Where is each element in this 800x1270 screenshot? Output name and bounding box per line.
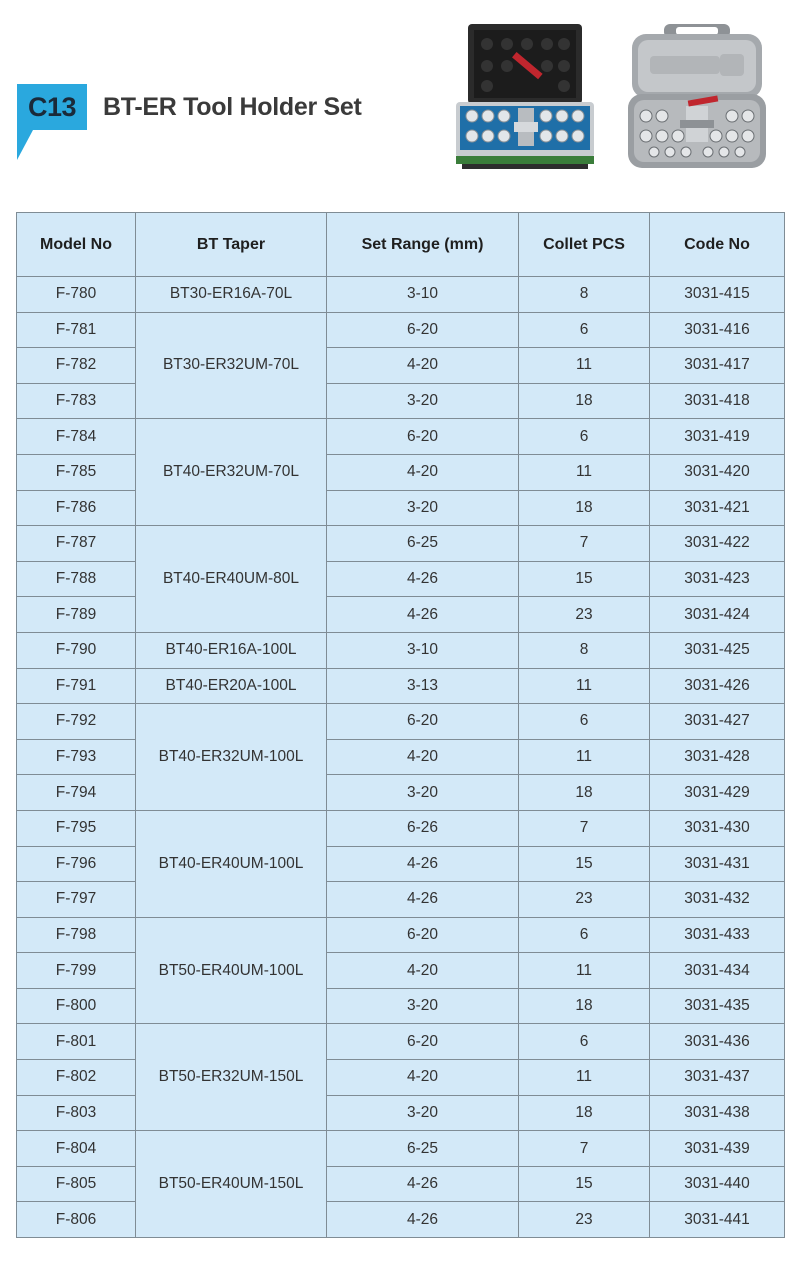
- collet-pcs-cell: 15: [519, 1166, 650, 1202]
- model-no-cell: F-806: [17, 1202, 136, 1238]
- collet-pcs-cell: 11: [519, 348, 650, 384]
- model-no-cell: F-788: [17, 561, 136, 597]
- table-row: [17, 953, 785, 989]
- plastic-case-photo: [624, 24, 770, 174]
- header-code-no: Code No: [650, 213, 785, 277]
- set-range-cell: 3-10: [327, 277, 519, 313]
- model-no-cell: F-802: [17, 1060, 136, 1096]
- collet-pcs-cell: 18: [519, 988, 650, 1024]
- model-no-cell: F-782: [17, 348, 136, 384]
- bt-taper-cell: BT50-ER40UM-100L: [136, 917, 327, 1024]
- code-no-cell: 3031-415: [650, 277, 785, 313]
- table-row: [17, 1060, 785, 1096]
- set-range-cell: 6-26: [327, 810, 519, 846]
- model-no-cell: F-783: [17, 383, 136, 419]
- code-no-cell: 3031-439: [650, 1131, 785, 1167]
- set-range-cell: 6-25: [327, 526, 519, 562]
- aluminum-case-photo: [452, 24, 598, 174]
- code-no-cell: 3031-425: [650, 632, 785, 668]
- model-no-cell: F-791: [17, 668, 136, 704]
- collet-pcs-cell: 18: [519, 775, 650, 811]
- set-range-cell: 4-26: [327, 882, 519, 918]
- set-range-cell: 4-26: [327, 561, 519, 597]
- code-no-cell: 3031-421: [650, 490, 785, 526]
- set-range-cell: 3-20: [327, 988, 519, 1024]
- code-no-cell: 3031-430: [650, 810, 785, 846]
- table-row: [17, 704, 785, 740]
- page-title: BT-ER Tool Holder Set: [103, 93, 362, 121]
- model-no-cell: F-799: [17, 953, 136, 989]
- set-range-cell: 6-20: [327, 312, 519, 348]
- collet-pcs-cell: 7: [519, 526, 650, 562]
- table-row: [17, 917, 785, 953]
- collet-pcs-cell: 11: [519, 953, 650, 989]
- model-no-cell: F-785: [17, 454, 136, 490]
- set-range-cell: 3-20: [327, 775, 519, 811]
- table-row: [17, 988, 785, 1024]
- bt-taper-cell: BT40-ER40UM-100L: [136, 810, 327, 917]
- model-no-cell: F-795: [17, 810, 136, 846]
- bt-taper-cell: BT40-ER16A-100L: [136, 632, 327, 668]
- bt-taper-cell: BT40-ER32UM-70L: [136, 419, 327, 526]
- section-badge-tail: [17, 130, 33, 160]
- code-no-cell: 3031-417: [650, 348, 785, 384]
- set-range-cell: 3-13: [327, 668, 519, 704]
- set-range-cell: 4-20: [327, 739, 519, 775]
- code-no-cell: 3031-434: [650, 953, 785, 989]
- code-no-cell: 3031-428: [650, 739, 785, 775]
- collet-pcs-cell: 11: [519, 739, 650, 775]
- set-range-cell: 4-20: [327, 348, 519, 384]
- model-no-cell: F-800: [17, 988, 136, 1024]
- bt-taper-cell: BT30-ER32UM-70L: [136, 312, 327, 419]
- model-no-cell: F-790: [17, 632, 136, 668]
- code-no-cell: 3031-424: [650, 597, 785, 633]
- collet-pcs-cell: 23: [519, 882, 650, 918]
- set-range-cell: 3-20: [327, 1095, 519, 1131]
- bt-taper-cell: BT40-ER40UM-80L: [136, 526, 327, 633]
- bt-taper-cell: BT40-ER20A-100L: [136, 668, 327, 704]
- set-range-cell: 3-10: [327, 632, 519, 668]
- table-row: [17, 1024, 785, 1060]
- collet-pcs-cell: 6: [519, 917, 650, 953]
- code-no-cell: 3031-422: [650, 526, 785, 562]
- table-row: [17, 419, 785, 455]
- table-row: [17, 739, 785, 775]
- collet-pcs-cell: 6: [519, 1024, 650, 1060]
- set-range-cell: 4-26: [327, 1202, 519, 1238]
- collet-pcs-cell: 18: [519, 383, 650, 419]
- code-no-cell: 3031-426: [650, 668, 785, 704]
- set-range-cell: 3-20: [327, 383, 519, 419]
- header-bt-taper: BT Taper: [136, 213, 327, 277]
- collet-pcs-cell: 7: [519, 810, 650, 846]
- model-no-cell: F-792: [17, 704, 136, 740]
- collet-pcs-cell: 23: [519, 1202, 650, 1238]
- collet-pcs-cell: 6: [519, 704, 650, 740]
- header-model-no: Model No: [17, 213, 136, 277]
- table-row: [17, 277, 785, 313]
- model-no-cell: F-803: [17, 1095, 136, 1131]
- model-no-cell: F-797: [17, 882, 136, 918]
- model-no-cell: F-789: [17, 597, 136, 633]
- collet-pcs-cell: 15: [519, 561, 650, 597]
- bt-taper-cell: BT30-ER16A-70L: [136, 277, 327, 313]
- set-range-cell: 4-26: [327, 846, 519, 882]
- collet-pcs-cell: 6: [519, 419, 650, 455]
- code-no-cell: 3031-431: [650, 846, 785, 882]
- bt-taper-cell: BT50-ER40UM-150L: [136, 1131, 327, 1238]
- table-row: [17, 454, 785, 490]
- table-row: [17, 1166, 785, 1202]
- model-no-cell: F-796: [17, 846, 136, 882]
- code-no-cell: 3031-436: [650, 1024, 785, 1060]
- model-no-cell: F-793: [17, 739, 136, 775]
- table-row: [17, 526, 785, 562]
- set-range-cell: 6-20: [327, 917, 519, 953]
- set-range-cell: 6-20: [327, 1024, 519, 1060]
- table-row: [17, 668, 785, 704]
- header-collet-pcs: Collet PCS: [519, 213, 650, 277]
- collet-pcs-cell: 8: [519, 632, 650, 668]
- code-no-cell: 3031-433: [650, 917, 785, 953]
- code-no-cell: 3031-438: [650, 1095, 785, 1131]
- code-no-cell: 3031-423: [650, 561, 785, 597]
- table-row: [17, 1095, 785, 1131]
- code-no-cell: 3031-420: [650, 454, 785, 490]
- set-range-cell: 6-20: [327, 704, 519, 740]
- table-header-row: [17, 213, 785, 277]
- table-row: [17, 561, 785, 597]
- collet-pcs-cell: 7: [519, 1131, 650, 1167]
- set-range-cell: 4-26: [327, 597, 519, 633]
- collet-pcs-cell: 11: [519, 454, 650, 490]
- model-no-cell: F-787: [17, 526, 136, 562]
- collet-pcs-cell: 15: [519, 846, 650, 882]
- model-no-cell: F-801: [17, 1024, 136, 1060]
- model-no-cell: F-781: [17, 312, 136, 348]
- table-row: [17, 348, 785, 384]
- code-no-cell: 3031-440: [650, 1166, 785, 1202]
- table-row: [17, 775, 785, 811]
- model-no-cell: F-786: [17, 490, 136, 526]
- bt-taper-cell: BT40-ER32UM-100L: [136, 704, 327, 811]
- model-no-cell: F-784: [17, 419, 136, 455]
- set-range-cell: 4-20: [327, 454, 519, 490]
- table-row: [17, 1202, 785, 1238]
- bt-taper-cell: BT50-ER32UM-150L: [136, 1024, 327, 1131]
- collet-pcs-cell: 11: [519, 668, 650, 704]
- collet-pcs-cell: 11: [519, 1060, 650, 1096]
- code-no-cell: 3031-416: [650, 312, 785, 348]
- model-no-cell: F-780: [17, 277, 136, 313]
- table-row: [17, 490, 785, 526]
- model-no-cell: F-804: [17, 1131, 136, 1167]
- table-body: [17, 277, 785, 1238]
- collet-pcs-cell: 18: [519, 1095, 650, 1131]
- table-row: [17, 312, 785, 348]
- set-range-cell: 4-20: [327, 953, 519, 989]
- collet-pcs-cell: 23: [519, 597, 650, 633]
- collet-pcs-cell: 8: [519, 277, 650, 313]
- model-no-cell: F-805: [17, 1166, 136, 1202]
- set-range-cell: 4-26: [327, 1166, 519, 1202]
- set-range-cell: 6-25: [327, 1131, 519, 1167]
- code-no-cell: 3031-432: [650, 882, 785, 918]
- code-no-cell: 3031-437: [650, 1060, 785, 1096]
- table-row: [17, 632, 785, 668]
- code-no-cell: 3031-418: [650, 383, 785, 419]
- header-set-range: Set Range (mm): [327, 213, 519, 277]
- code-no-cell: 3031-441: [650, 1202, 785, 1238]
- collet-pcs-cell: 6: [519, 312, 650, 348]
- table-row: [17, 597, 785, 633]
- set-range-cell: 6-20: [327, 419, 519, 455]
- model-no-cell: F-794: [17, 775, 136, 811]
- table-row: [17, 1131, 785, 1167]
- set-range-cell: 3-20: [327, 490, 519, 526]
- code-no-cell: 3031-435: [650, 988, 785, 1024]
- collet-pcs-cell: 18: [519, 490, 650, 526]
- table-row: [17, 810, 785, 846]
- model-no-cell: F-798: [17, 917, 136, 953]
- spec-table: [16, 212, 785, 1238]
- table-row: [17, 383, 785, 419]
- section-badge: C13: [17, 84, 87, 130]
- code-no-cell: 3031-427: [650, 704, 785, 740]
- code-no-cell: 3031-429: [650, 775, 785, 811]
- table-row: [17, 846, 785, 882]
- table-row: [17, 882, 785, 918]
- code-no-cell: 3031-419: [650, 419, 785, 455]
- set-range-cell: 4-20: [327, 1060, 519, 1096]
